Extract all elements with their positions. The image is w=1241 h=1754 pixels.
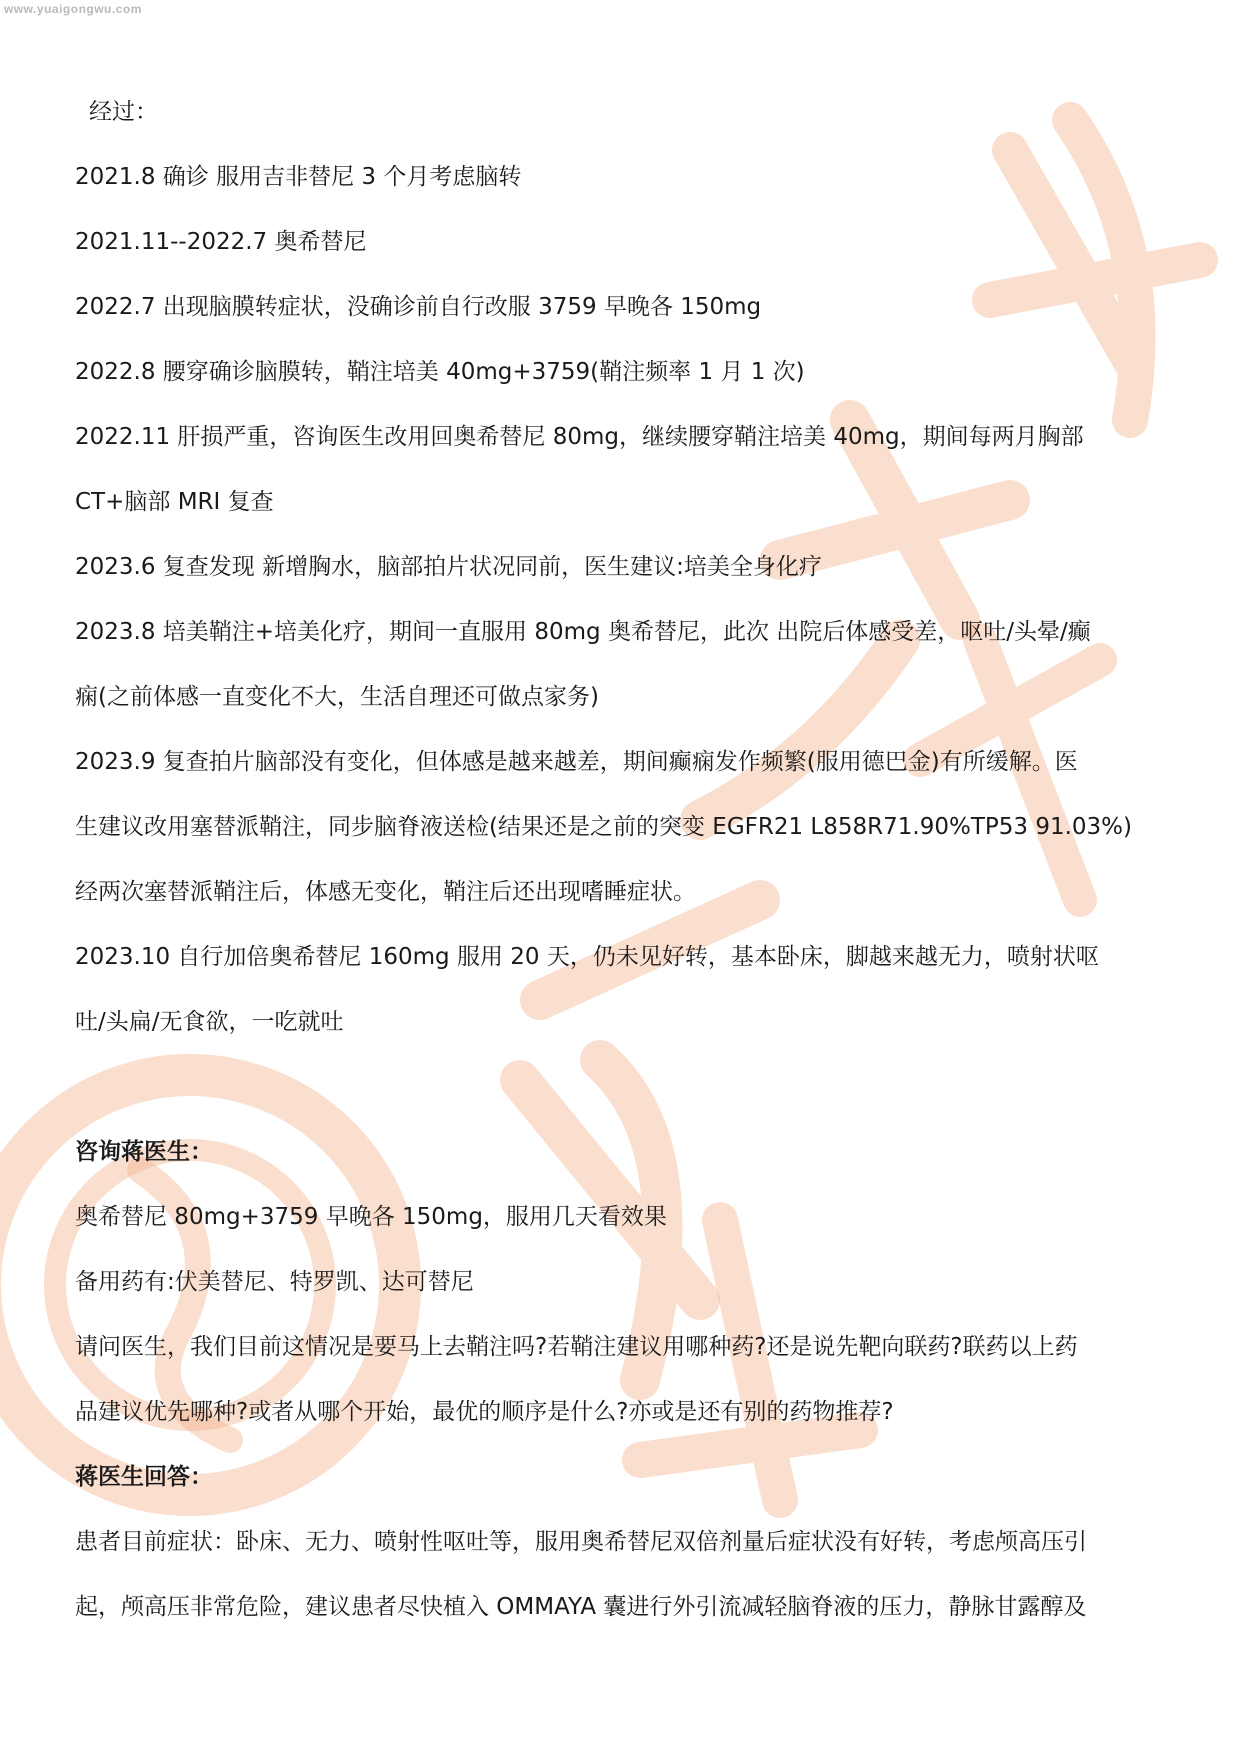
history-line: 2023.9 复查拍片脑部没有变化，但体感是越来越差，期间癫痫发作频繁(服用德巴金)有所缓解。医 <box>75 749 1078 775</box>
history-line: 2021.11--2022.7 奥希替尼 <box>75 229 367 255</box>
consult-heading: 咨询蒋医生： <box>75 1139 213 1165</box>
history-line: 吐/头扁/无食欲，一吃就吐 <box>75 1009 344 1035</box>
history-heading: 经过： <box>89 99 158 125</box>
history-line: 2023.6 复查发现 新增胸水，脑部拍片状况同前，医生建议:培美全身化疗 <box>75 554 822 580</box>
history-line: 2022.7 出现脑膜转症状，没确诊前自行改服 3759 早晚各 150mg <box>75 294 762 320</box>
history-line: 2022.11 肝损严重，咨询医生改用回奥希替尼 80mg，继续腰穿鞘注培美 40mg，期间每两月胸部 <box>75 424 1084 450</box>
section-spacer <box>75 1055 1180 1120</box>
history-line: 痫(之前体感一直变化不大，生活自理还可做点家务) <box>75 684 599 710</box>
answer-line: 起，颅高压非常危险，建议患者尽快植入 OMMAYA 囊进行外引流减轻脑脊液的压力，静脉甘露醇及 <box>75 1594 1087 1620</box>
document-body <box>75 80 1180 1640</box>
watermark-url: www.yuaigongwu.com <box>4 2 142 16</box>
consult-line: 备用药有:伏美替尼、特罗凯、达可替尼 <box>75 1269 474 1295</box>
answer-line: 患者目前症状：卧床、无力、喷射性呕吐等，服用奥希替尼双倍剂量后症状没有好转，考虑颅高压引 <box>75 1529 1087 1555</box>
consult-line: 奥希替尼 80mg+3759 早晚各 150mg，服用几天看效果 <box>75 1204 667 1230</box>
history-line: CT+脑部 MRI 复查 <box>75 489 274 515</box>
history-line: 生建议改用塞替派鞘注，同步脑脊液送检(结果还是之前的突变 EGFR21 L858R71.90%TP53 91.03%) <box>75 814 1132 840</box>
consult-line: 品建议优先哪种?或者从哪个开始，最优的顺序是什么?亦或是还有别的药物推荐? <box>75 1399 894 1425</box>
answer-heading: 蒋医生回答： <box>75 1464 213 1490</box>
history-line: 2022.8 腰穿确诊脑膜转，鞘注培美 40mg+3759(鞘注频率 1 月 1 次) <box>75 359 805 385</box>
history-line: 2021.8 确诊 服用吉非替尼 3 个月考虑脑转 <box>75 164 522 190</box>
consult-line: 请问医生，我们目前这情况是要马上去鞘注吗?若鞘注建议用哪种药?还是说先靶向联药?联药以上药 <box>75 1334 1078 1360</box>
history-line: 2023.8 培美鞘注+培美化疗，期间一直服用 80mg 奥希替尼，此次 出院后体感受差，呕吐/头晕/癫 <box>75 619 1091 645</box>
history-line: 2023.10 自行加倍奥希替尼 160mg 服用 20 天，仍未见好转，基本卧床，脚越来越无力，喷射状呕 <box>75 944 1099 970</box>
history-line: 经两次塞替派鞘注后，体感无变化，鞘注后还出现嗜睡症状。 <box>75 879 696 905</box>
